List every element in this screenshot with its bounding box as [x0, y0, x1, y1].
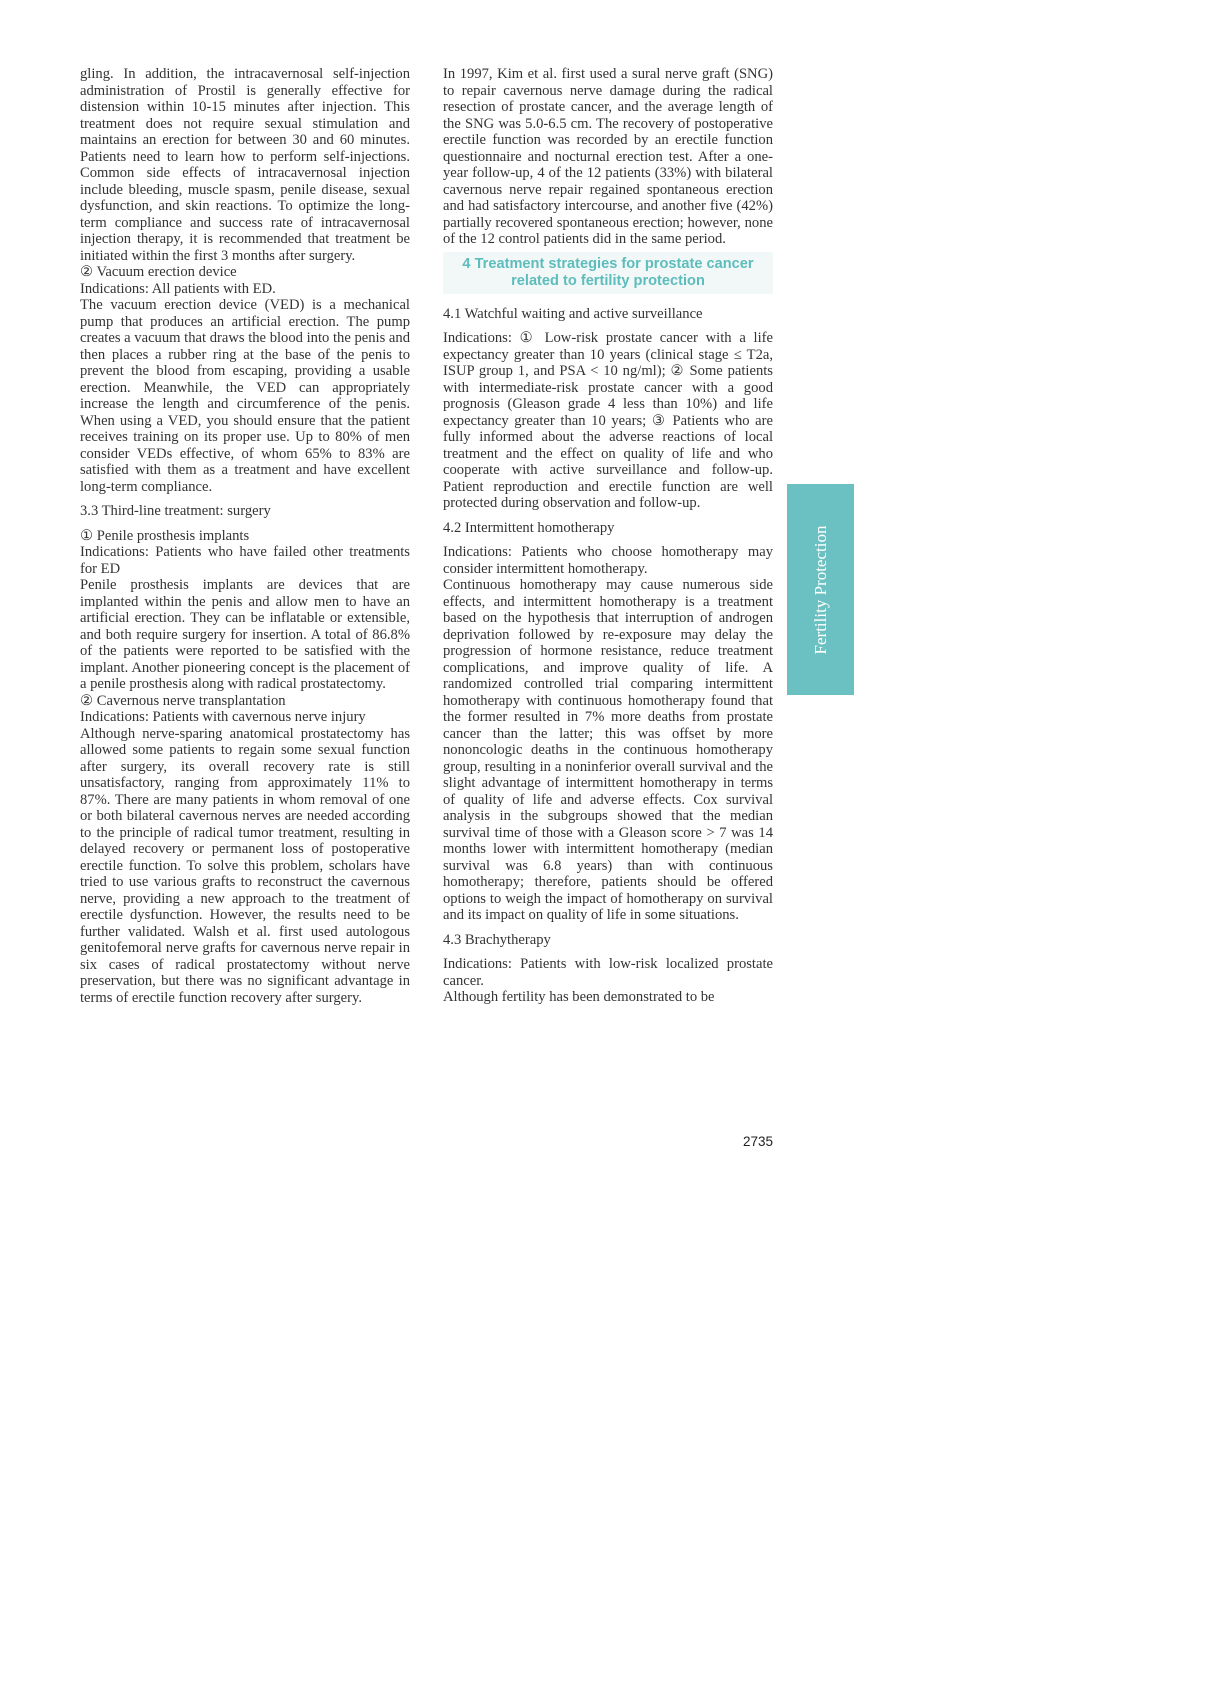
paragraph: Although nerve-sparing anatomical prostatectomy has allowed some patients to regain some sexual function after surgery, its overall recovery rate is still unsatisfactory, ranging from approximately 11% to 87%. There are many patients in whom removal of one or both bilateral cavernous nerves are needed according to the principle of radical tumor treatment, resulting in delayed recovery or permanent loss of postoperative erectile function. To solve this problem, scholars have tried to use various grafts to reconstruct the cavernous nerve, providing a new approach to the treatment of erectile dysfunction. However, the results need to be further validated. Walsh et al. first used autologous genitofemoral nerve grafts for cavernous nerve repair in six cases of radical prostatectomy without nerve preservation, but there was no significant advantage in terms of erectile function recovery after surgery. [80, 725, 410, 1006]
page-number: 2735 [742, 1134, 773, 1149]
section-heading: 4 Treatment strategies for prostate cancer related to fertility protection [443, 252, 773, 294]
paragraph: In 1997, Kim et al. first used a sural nerve graft (SNG) to repair cavernous nerve damage during the radical resection of prostate cancer, and the average length of the SNG was 5.0-6.5 cm. The recovery of postoperative erectile function was recorded by an erectile function questionnaire and nocturnal erection test. After a one-year follow-up, 4 of the 12 patients (33%) with bilateral cavernous nerve repair regained spontaneous erection and had satisfactory intercourse, and another five (42%) partially recovered spontaneous erection; however, none of the 12 control patients did in the same period. [443, 66, 773, 247]
subsection-heading: 3.3 Third-line treatment: surgery [80, 503, 271, 519]
right-column [443, 66, 773, 1006]
side-tab-label: Fertility Protection [810, 525, 830, 654]
subsection-item-title: ② Vacuum erection device [80, 264, 237, 280]
paragraph: Although fertility has been demonstrated to be [443, 989, 715, 1005]
paragraph: Penile prosthesis implants are devices that are implanted within the penis and allow men to have an artificial erection. They can be inflatable or extensible, and both require surgery for insertion. A total of 86.8% of the patients were reported to be satisfied with the implant. Another pioneering concept is the placement of a penile prosthesis along with radical prostatectomy. [80, 577, 410, 692]
indications-line: Indications: Patients with low-risk localized prostate cancer. [443, 956, 773, 989]
paragraph: The vacuum erection device (VED) is a mechanical pump that produces an artificial erection. The pump creates a vacuum that draws the blood into the penis and then places a rubber ring at the base of the penis to prevent the blood from escaping, providing a usable erection. Meanwhile, the VED can appropriately increase the length and circumference of the penis. When using a VED, you should ensure that the patient receives training on its proper use. Up to 80% of men consider VEDs effective, of whom 65% to 83% are satisfied with them as a treatment and have excellent long-term compliance. [80, 297, 410, 495]
subsection-item-title: ② Cavernous nerve transplantation [80, 692, 286, 709]
subsection-heading: 4.1 Watchful waiting and active surveillance [443, 305, 703, 322]
indications-line: Indications: Patients with cavernous nerve injury [80, 709, 366, 725]
subsection-heading: 4.2 Intermittent homotherapy [443, 519, 615, 536]
left-column [80, 66, 410, 1006]
indications-line: Indications: Patients who have failed other treatments for ED [80, 544, 410, 577]
side-tab [787, 484, 854, 695]
indications-line: Indications: All patients with ED. [80, 280, 276, 297]
subsection-item-title: ① Penile prosthesis implants [80, 527, 250, 544]
paragraph: Continuous homotherapy may cause numerous side effects, and intermittent homotherapy is a treatment based on the hypothesis that interruption of androgen deprivation followed by re-exposure may delay the progression of hormone resistance, reduce treatment complications, and improve quality of life. A randomized controlled trial comparing intermittent homotherapy with continuous homotherapy found that the former resulted in 7% more deaths from prostate cancer than the latter; this was offset by more nononcologic deaths in the continuous homotherapy group, resulting in a noninferior overall survival and the slight advantage of intermittent homotherapy in terms of quality of life and adverse effects. Cox survival analysis in the subgroups showed that the median survival time of those with a Gleason score > 7 was 14 months lower with intermittent homotherapy (median survival was 6.8 years) than with continuous homotherapy; therefore, patients should be offered options to weigh the impact of homotherapy on survival and its impact on quality of life in some situations. [443, 577, 773, 923]
paragraph: Indications: ① Low-risk prostate cancer with a life expectancy greater than 10 years (clinical stage ≤ T2a, ISUP group 1, and PSA < 10 ng/ml); ② Some patients with intermediate-risk prostate cancer with a good prognosis (Gleason grade 4 less than 10%) and life expectancy greater than 10 years; ③ Patients who are fully informed about the adverse reactions of local treatment and the effect on quality of life and who cooperate with active surveillance and follow-up. Patient reproduction and erectile function are well protected during observation and follow-up. [443, 330, 773, 511]
subsection-heading: 4.3 Brachytherapy [443, 931, 551, 948]
paragraph: gling. In addition, the intracavernosal self-injection administration of Prostil is generally effective for distension within 10-15 minutes after injection. This treatment does not require sexual stimulation and maintains an erection for between 30 and 60 minutes. Patients need to learn how to perform self-injections. Common side effects of intracavernosal injection include bleeding, muscle spasm, penile disease, sexual dysfunction, and skin reactions. To optimize the long-term compliance and success rate of intracavernosal injection therapy, it is recommended that treatment be initiated within the first 3 months after surgery. [80, 66, 410, 264]
indications-line: Indications: Patients who choose homotherapy may consider intermittent homotherapy. [443, 544, 773, 577]
